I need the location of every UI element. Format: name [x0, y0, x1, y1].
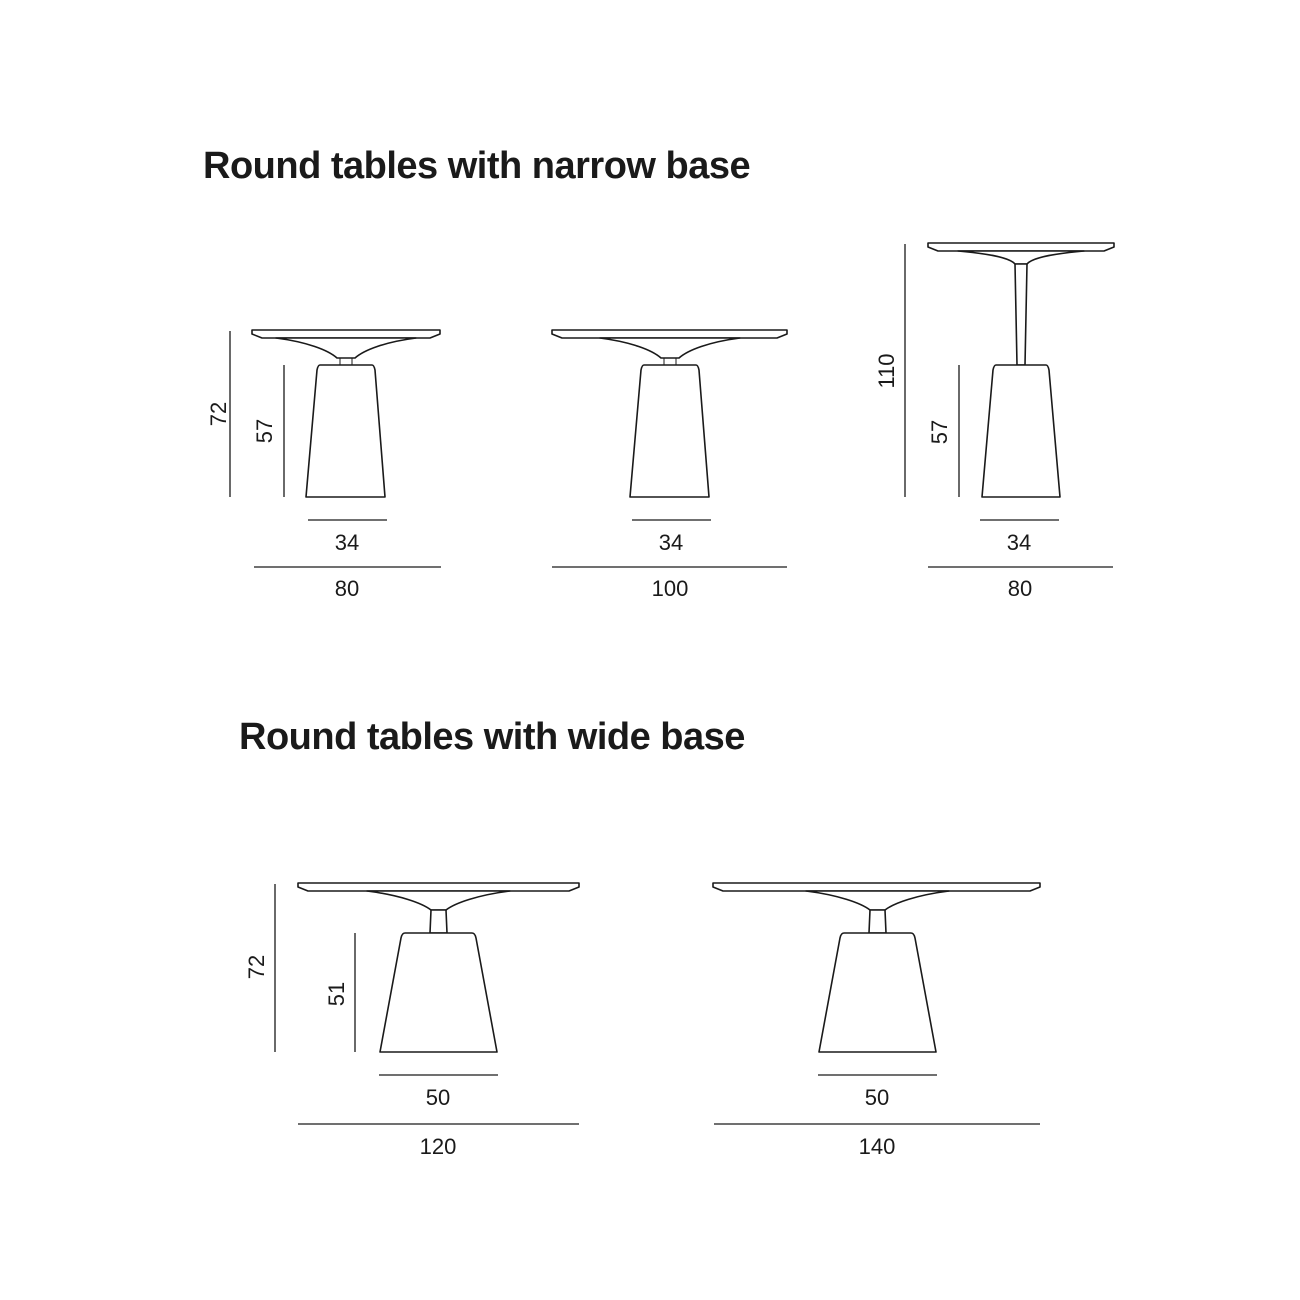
support-arms [958, 251, 1084, 264]
label-base-width: 34 [658, 530, 684, 555]
base [982, 365, 1060, 497]
label-base-width: 50 [864, 1085, 890, 1110]
label-top-width: 140 [858, 1134, 896, 1159]
label-base-height: 51 [323, 981, 349, 1007]
table-top [928, 243, 1114, 251]
label-top-width: 100 [651, 576, 689, 601]
label-height: 72 [205, 401, 231, 427]
table-top [298, 883, 579, 891]
label-base-height: 57 [251, 418, 277, 444]
table-drawing-narrow-80 [206, 330, 441, 601]
label-base-width: 34 [334, 530, 360, 555]
column [1015, 264, 1027, 365]
label-height: 110 [873, 353, 899, 389]
table-drawing-wide-120 [244, 883, 579, 1159]
label-base-width: 34 [1006, 530, 1032, 555]
neck [340, 358, 352, 365]
table-top [552, 330, 787, 338]
section-title-narrow-base: Round tables with narrow base [203, 145, 751, 187]
label-top-width: 120 [419, 1134, 457, 1159]
label-base-width: 50 [425, 1085, 451, 1110]
section-title-wide-base: Round tables with wide base [239, 716, 745, 758]
label-base-height: 57 [926, 419, 952, 445]
support-arms [600, 338, 740, 358]
table-drawing-narrow-bar [874, 243, 1114, 601]
table-drawing-wide-140 [713, 883, 1040, 1159]
neck [664, 358, 676, 365]
base [380, 933, 497, 1052]
label-height: 72 [243, 954, 269, 980]
label-top-width: 80 [334, 576, 360, 601]
support-arms [367, 891, 510, 910]
neck [869, 910, 886, 933]
neck [430, 910, 447, 933]
support-arms [276, 338, 416, 358]
base [819, 933, 936, 1052]
support-arms [806, 891, 949, 910]
base [630, 365, 709, 497]
base [306, 365, 385, 497]
table-drawing-narrow-100 [552, 330, 787, 601]
label-top-width: 80 [1007, 576, 1033, 601]
table-top [252, 330, 440, 338]
table-top [713, 883, 1040, 891]
